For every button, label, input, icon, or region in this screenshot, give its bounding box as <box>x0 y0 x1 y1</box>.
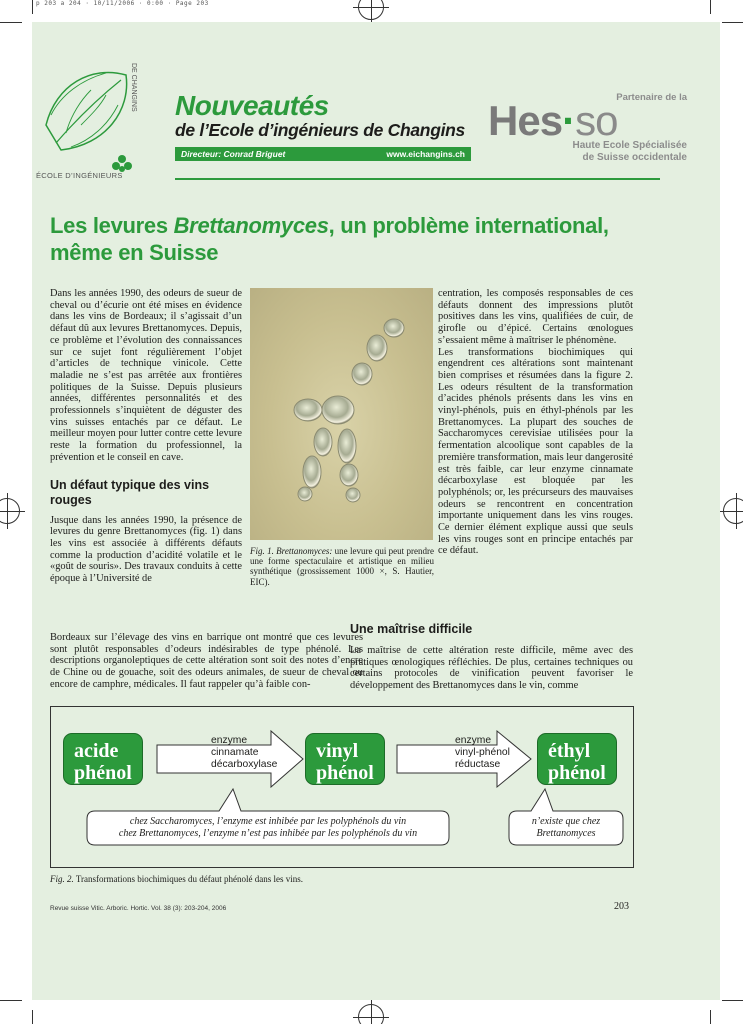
paragraph: centration, les composés responsables de ces défauts donnent des impressions plutôt positives dans les vins, qualifiées de cuir, de girofle ou d’épicé. Certains œnologues s’essaient même à maîtriser le phénomène. <box>438 288 633 346</box>
bubble-line: chez Brettanomyces, l’enzyme n’est pas inhibée par les polyphénols du vin <box>118 828 418 839</box>
registration-mark <box>723 498 743 524</box>
yeast-cells-image <box>250 288 433 540</box>
node-label: éthyl <box>548 740 591 762</box>
title-italic: Brettanomyces <box>173 213 329 238</box>
diagram-shapes <box>51 707 635 869</box>
arrow-text: cinnamate <box>211 747 259 758</box>
node-label: acide <box>74 740 119 762</box>
node-label: phénol <box>316 762 374 784</box>
bubble-line: Brettanomyces <box>536 828 596 839</box>
arrow-1-label <box>211 735 277 771</box>
crop-mark <box>710 1010 711 1024</box>
registration-mark <box>358 1004 384 1024</box>
director-bar <box>175 147 471 161</box>
paragraph: Les transformations biochimiques qui engendrent ces altérations sont maintenant bien comprises et résumées dans la figure 2. Les odeurs résultent de la transformation d’acides phénols présents dans les vins en vinyl-phénols, puis en éthyl-phénols par les Brettanomyces. La plupart des souches de Saccharomyces cerevisiae utilisées pour la fermentation alcoolique sont capables de la première transformation, mais leur dangerosité est très faible, car leur enzyme cinnamate décarboxylase est bloquée par les polyphénols; or, les précurseurs des mauvaises odeurs se rencontrent en concentration importante uniquement dans les vins rouges. Ce dernier élément explique aussi que seuls les vins rouges sont en principe entachés par ce défaut. <box>438 346 633 557</box>
crop-mark <box>0 1000 22 1001</box>
logo-school-text: ÉCOLE D’INGÉNIEURS <box>36 171 123 180</box>
hesso-hes: Hes <box>488 97 563 144</box>
arrow-text: vinyl-phénol <box>455 747 510 758</box>
caption-label: Fig. 1. Brettanomyces: <box>250 546 333 556</box>
node-label: vinyl <box>316 740 359 762</box>
changins-leaf-logo-icon <box>36 55 146 175</box>
column-right <box>438 288 633 614</box>
column-left <box>50 288 242 628</box>
paragraph: Dans les années 1990, des odeurs de sueur de cheval ou d’écurie ont été mises en évidence dans les vins de Bordeaux; il s’agissait d’un défaut dû aux levures Brettanomyces. Depuis, ce problème et l’évolution des connaissances sur ce sujet font régulièrement l’objet d’articles de technique vinicole. Cette maladie ne s’est pas arrêtée aux frontières politiques de la Suisse. Depuis plusieurs années, différentes personnalités et des professionnels s’inquiètent de déguster des vins suisses entachés par ce défaut. Le meilleur moyen pour lutter contre cette levure reste la formation du professionnel, la prévention et le conseil en cave. <box>50 288 242 463</box>
section-heading: Un défaut typique des vins rouges <box>50 477 210 507</box>
section-heading: Une maîtrise difficile <box>350 622 473 636</box>
caption-text: une levure qui peut prendre une forme spectaculaire et artistique en milieu synthétique (grossissement 1000 ×, S. Hautier, EIC). <box>250 546 434 587</box>
paragraph-wide: Bordeaux sur l’élevage des vins en barrique ont montré que ces levures sont plutôt responsables d’odeurs indésirables de type phénolé. Les descriptions organoleptiques de cette altération sont soit des notes d’encre de Chine ou de gouache, soit des odeurs animales, de sueur de cheval ou encore de camphre, médicales. Il faut rappeler qu’à faible con- <box>50 632 363 690</box>
hesso-so: so <box>575 97 618 144</box>
partner-desc-line: de Suisse occidentale <box>582 152 687 163</box>
title-text: Les levures <box>50 213 174 238</box>
paragraph: La maîtrise de cette altération reste difficile, même avec des pratiques œnologiques réfléchies. De plus, certaines techniques ou certains protocoles de vinification peuvent favoriser le développement des Brettanomyces dans le vin, comme <box>350 645 633 692</box>
section-maitrise <box>350 622 633 692</box>
director-name: Directeur: Conrad Briguet <box>181 149 286 159</box>
print-slug: p 203 a 204 · 10/11/2006 · 0:00 · Page 203 <box>36 0 209 7</box>
node-label: phénol <box>74 762 132 784</box>
arrow-2-label <box>455 735 510 771</box>
website-link[interactable]: www.eichangins.ch <box>386 149 465 159</box>
header-title: Nouveautés <box>175 90 329 121</box>
crop-mark <box>722 1000 743 1001</box>
registration-mark <box>358 0 384 20</box>
title-text: , un problème international, <box>328 213 609 238</box>
title-line2: même en Suisse <box>50 240 219 265</box>
crop-mark <box>710 0 711 14</box>
header-rule <box>175 178 660 180</box>
crop-mark <box>0 22 22 23</box>
caption-label: Fig. 2. <box>50 874 74 884</box>
logo-side-text: DE CHANGINS <box>130 63 137 112</box>
bubble-line: chez Saccharomyces, l’enzyme est inhibée par les polyphénols du vin <box>129 816 407 827</box>
arrow-text: enzyme <box>211 735 248 746</box>
partner-label: Partenaire de la <box>616 92 687 103</box>
crop-mark <box>32 1010 33 1024</box>
crop-mark <box>722 22 743 23</box>
partner-description <box>572 140 687 164</box>
crop-mark <box>32 0 33 14</box>
brettanomyces-micrograph <box>250 288 433 540</box>
figure1-caption <box>250 546 434 587</box>
arrow-text: enzyme <box>455 735 492 746</box>
arrow-text: décarboxylase <box>211 759 278 770</box>
figure2-diagram <box>50 706 634 868</box>
paragraph: Jusque dans les années 1990, la présence de levures du genre Brettanomyces (fig. 1) dans les vins est associée à différents défauts comme la production d’acidité volatile et le «goût de souris». Des travaux conduits à cette époque à l’Université de <box>50 514 242 585</box>
bubble-1-text <box>87 816 449 840</box>
registration-mark <box>0 498 20 524</box>
partner-desc-line: Haute Ecole Spécialisée <box>572 140 687 151</box>
journal-citation: Revue suisse Vitic. Arboric. Hortic. Vol. 38 (3): 203-204, 2006 <box>50 905 227 912</box>
header-subtitle: de l’Ecole d’ingénieurs de Changins <box>175 120 465 140</box>
bubble-line: n’existe que chez <box>531 816 601 827</box>
article-title <box>50 212 670 266</box>
page-number: 203 <box>614 901 629 912</box>
hesso-logo: Hes·so <box>488 97 618 144</box>
caption-text: Transformations biochimiques du défaut phénolé dans les vins. <box>73 874 303 884</box>
bubble-2-text <box>509 816 623 840</box>
node-label: phénol <box>548 762 606 784</box>
figure2-caption <box>50 874 303 884</box>
arrow-text: réductase <box>455 759 501 770</box>
